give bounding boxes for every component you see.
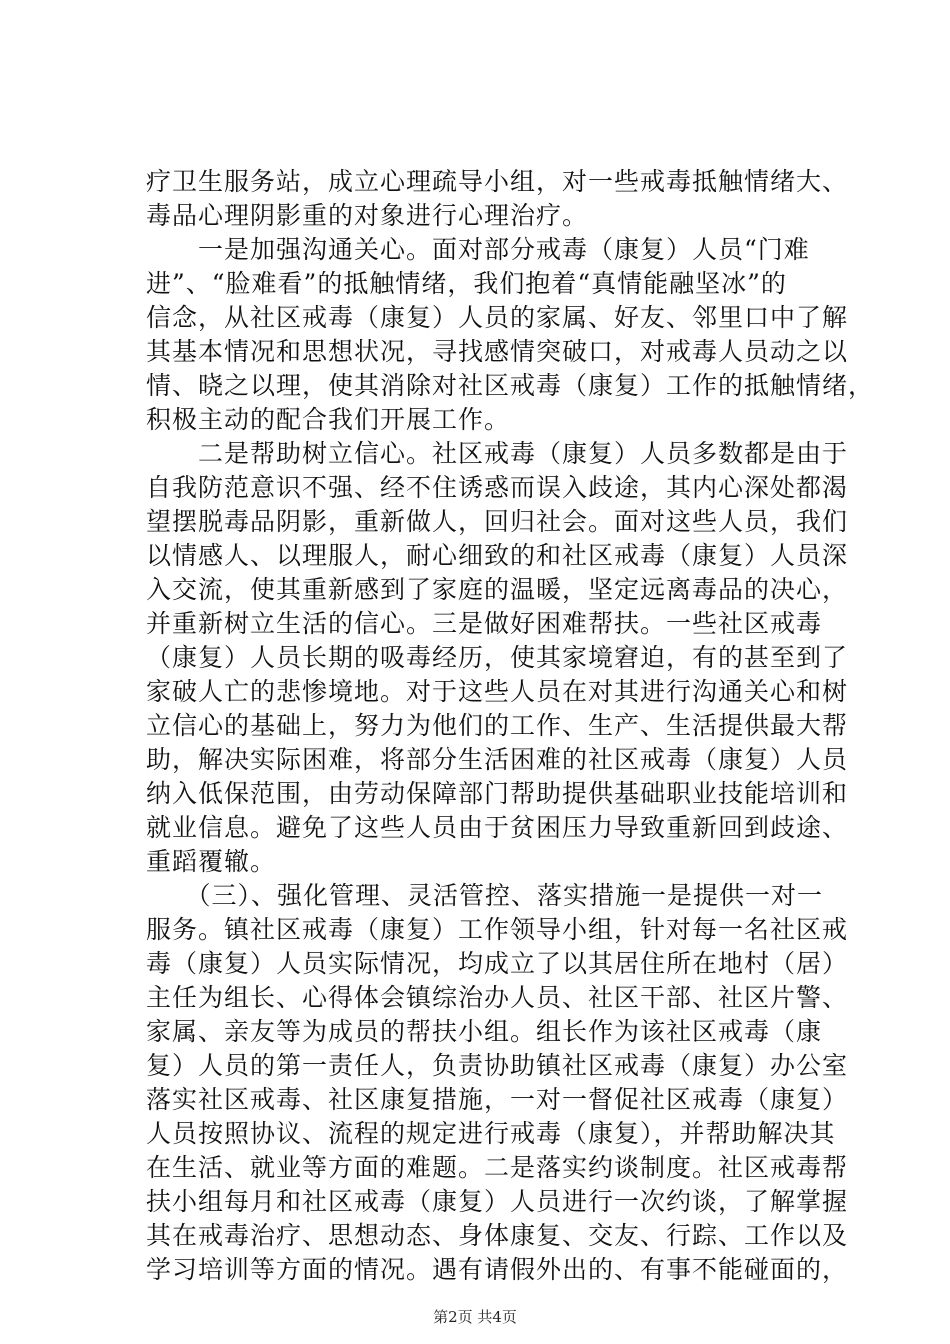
text-line: 纳入低保范围，由劳动保障部门帮助提供基础职业技能培训和 (146, 779, 849, 808)
page-footer: 第2页 共4页 (433, 1308, 517, 1326)
text-line: 其基本情况和思想状况，寻找感情突破口，对戒毒人员动之以 (146, 337, 849, 366)
text-line: 在生活、就业等方面的难题。二是落实约谈制度。社区戒毒帮 (146, 1153, 849, 1182)
text-line: 以情感人、以理服人，耐心细致的和社区戒毒（康复）人员深 (146, 541, 849, 570)
text-line: （三）、强化管理、灵活管控、落实措施一是提供一对一 (146, 881, 824, 910)
text-line: 望摆脱毒品阴影，重新做人，回归社会。面对这些人员，我们 (146, 507, 849, 536)
text-line: 毒品心理阴影重的对象进行心理治疗。 (146, 201, 589, 230)
text-line: 进”、“脸难看”的抵触情绪，我们抱着“真情能融坚冰”的 (146, 269, 787, 298)
text-line: 重蹈覆辙。 (146, 847, 277, 876)
text-line: 落实社区戒毒、社区康复措施，一对一督促社区戒毒（康复） (146, 1085, 849, 1114)
text-line: 主任为组长、心得体会镇综治办人员、社区干部、社区片警、 (146, 983, 849, 1012)
text-line: 信念，从社区戒毒（康复）人员的家属、好友、邻里口中了解 (146, 303, 849, 332)
text-line: 助，解决实际困难，将部分生活困难的社区戒毒（康复）人员 (146, 745, 849, 774)
text-line: 服务。镇社区戒毒（康复）工作领导小组，针对每一名社区戒 (146, 915, 849, 944)
text-line: 复）人员的第一责任人，负责协助镇社区戒毒（康复）办公室 (146, 1051, 849, 1080)
text-line: 扶小组每月和社区戒毒（康复）人员进行一次约谈，了解掌握 (146, 1187, 849, 1216)
text-line: 并重新树立生活的信心。三是做好困难帮扶。一些社区戒毒 (146, 609, 823, 638)
text-line: 疗卫生服务站，成立心理疏导小组，对一些戒毒抵触情绪大、 (146, 167, 849, 196)
text-line: 二是帮助树立信心。社区戒毒（康复）人员多数都是由于 (146, 439, 849, 468)
text-line: 毒（康复）人员实际情况，均成立了以其居住所在地村（居） (146, 949, 849, 978)
text-line: 积极主动的配合我们开展工作。 (146, 405, 511, 434)
text-line: 人员按照协议、流程的规定进行戒毒（康复），并帮助解决其 (146, 1119, 836, 1148)
text-line: 家属、亲友等为成员的帮扶小组。组长作为该社区戒毒（康 (146, 1017, 823, 1046)
text-line: 家破人亡的悲惨境地。对于这些人员在对其进行沟通关心和树 (146, 677, 849, 706)
text-line: （康复）人员长期的吸毒经历，使其家境窘迫，有的甚至到了 (146, 643, 849, 672)
text-line: 情、晓之以理，使其消除对社区戒毒（康复）工作的抵触情绪， (146, 371, 875, 400)
text-line: 一是加强沟通关心。面对部分戒毒（康复）人员“门难 (146, 235, 810, 264)
text-line: 立信心的基础上，努力为他们的工作、生产、生活提供最大帮 (146, 711, 849, 740)
text-line: 学习培训等方面的情况。遇有请假外出的、有事不能碰面的， (146, 1255, 849, 1284)
text-line: 自我防范意识不强、经不住诱惑而误入歧途，其内心深处都渴 (146, 473, 849, 502)
text-line: 其在戒毒治疗、思想动态、身体康复、交友、行踪、工作以及 (146, 1221, 849, 1250)
text-line: 入交流，使其重新感到了家庭的温暖，坚定远离毒品的决心， (146, 575, 849, 604)
text-line: 就业信息。避免了这些人员由于贫困压力导致重新回到歧途、 (146, 813, 849, 842)
